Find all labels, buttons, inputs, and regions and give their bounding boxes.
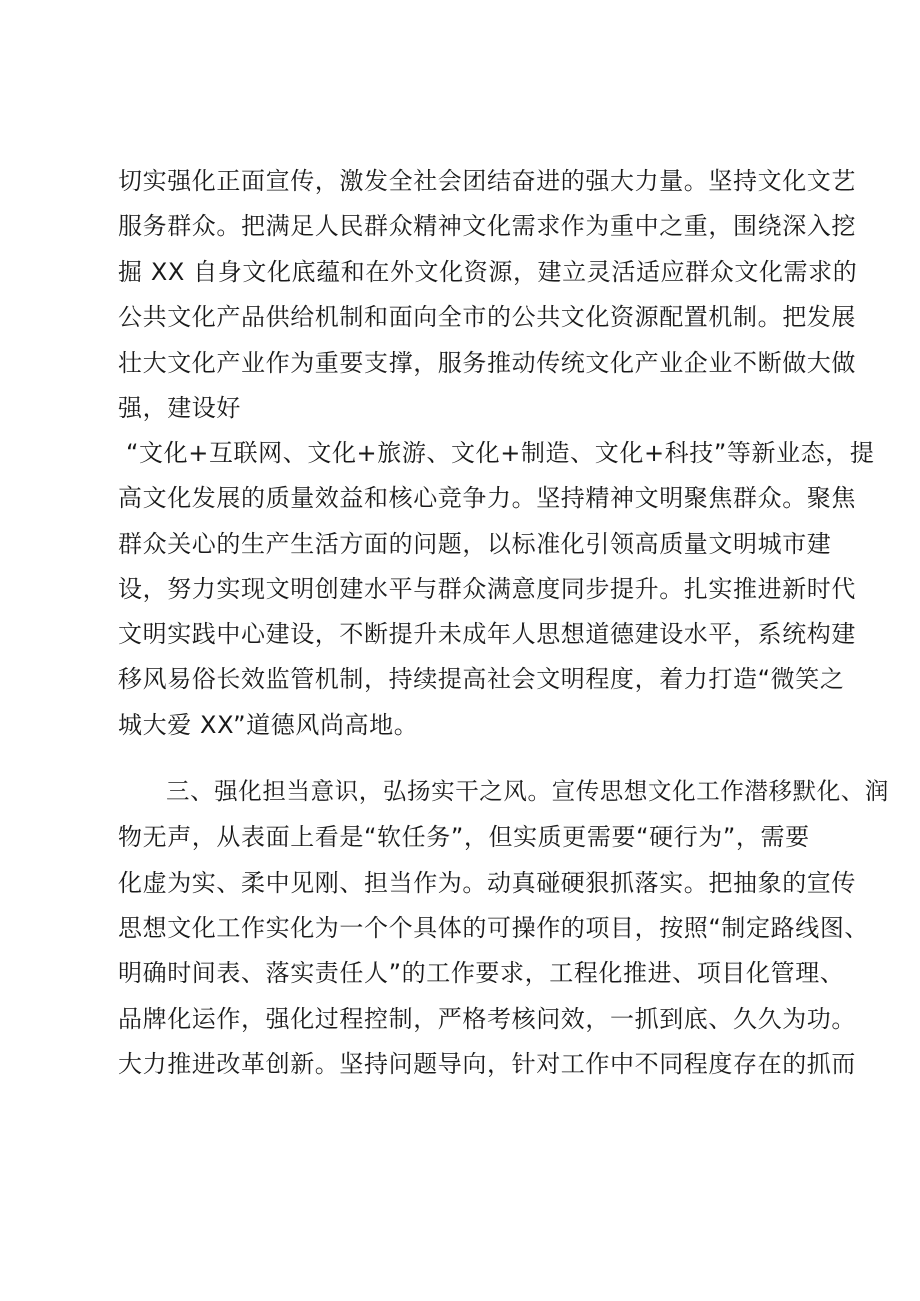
paragraph-line: “文化+互联网、文化+旅游、文化+制造、文化+科技”等新业态，提 bbox=[126, 439, 875, 467]
paragraph-line: 城大爱 XX”道德风尚高地。 bbox=[118, 711, 419, 739]
paragraph-line: 文明实践中心建设，不断提升未成年人思想道德建设水平，系统构建 bbox=[118, 620, 856, 648]
paragraph-line: 强，建设好 bbox=[118, 394, 241, 422]
paragraph-line: 物无声，从表面上看是“软任务”，但实质更需要“硬行为”，需要 bbox=[118, 823, 810, 851]
paragraph-line: 品牌化运作，强化过程控制，严格考核问效，一抓到底、久久为功。 bbox=[118, 1005, 856, 1033]
paragraph-line: 移风易俗长效监管机制，持续提高社会文明程度，着力打造“微笑之 bbox=[118, 665, 845, 693]
section-heading: 三、强化担当意识，弘扬实干之风。 bbox=[166, 777, 552, 805]
paragraph-line: 切实强化正面宣传，激发全社会团结奋进的强大力量。坚持文化文艺 bbox=[118, 167, 856, 195]
paragraph-line: 化虚为实、柔中见刚、担当作为。动真碰硬狠抓落实。把抽象的宣传 bbox=[118, 869, 856, 897]
paragraph-line: 大力推进改革创新。坚持问题导向，针对工作中不同程度存在的抓而 bbox=[118, 1050, 856, 1078]
paragraph-line: 公共文化产品供给机制和面向全市的公共文化资源配置机制。把发展 bbox=[118, 303, 856, 331]
section-heading-line bbox=[166, 776, 889, 806]
paragraph-line: 高文化发展的质量效益和核心竞争力。坚持精神文明聚焦群众。聚焦 bbox=[118, 484, 856, 512]
paragraph-line: 明确时间表、落实责任人”的工作要求，工程化推进、项目化管理、 bbox=[118, 959, 845, 987]
paragraph-line: 设，努力实现文明创建水平与群众满意度同步提升。扎实推进新时代 bbox=[118, 575, 856, 603]
paragraph-line: 掘 XX 自身文化底蕴和在外文化资源，建立灵活适应群众文化需求的 bbox=[118, 258, 858, 286]
paragraph-line: 服务群众。把满足人民群众精神文化需求作为重中之重，围绕深入挖 bbox=[118, 212, 856, 240]
paragraph-line: 壮大文化产业作为重要支撑，服务推动传统文化产业企业不断做大做 bbox=[118, 349, 856, 377]
section-heading-rest: 宣传思想文化工作潜移默化、润 bbox=[551, 777, 890, 805]
paragraph-line: 思想文化工作实化为一个个具体的可操作的项目，按照“制定路线图、 bbox=[118, 914, 870, 942]
paragraph-line: 群众关心的生产生活方面的问题，以标准化引领高质量文明城市建 bbox=[118, 530, 832, 558]
